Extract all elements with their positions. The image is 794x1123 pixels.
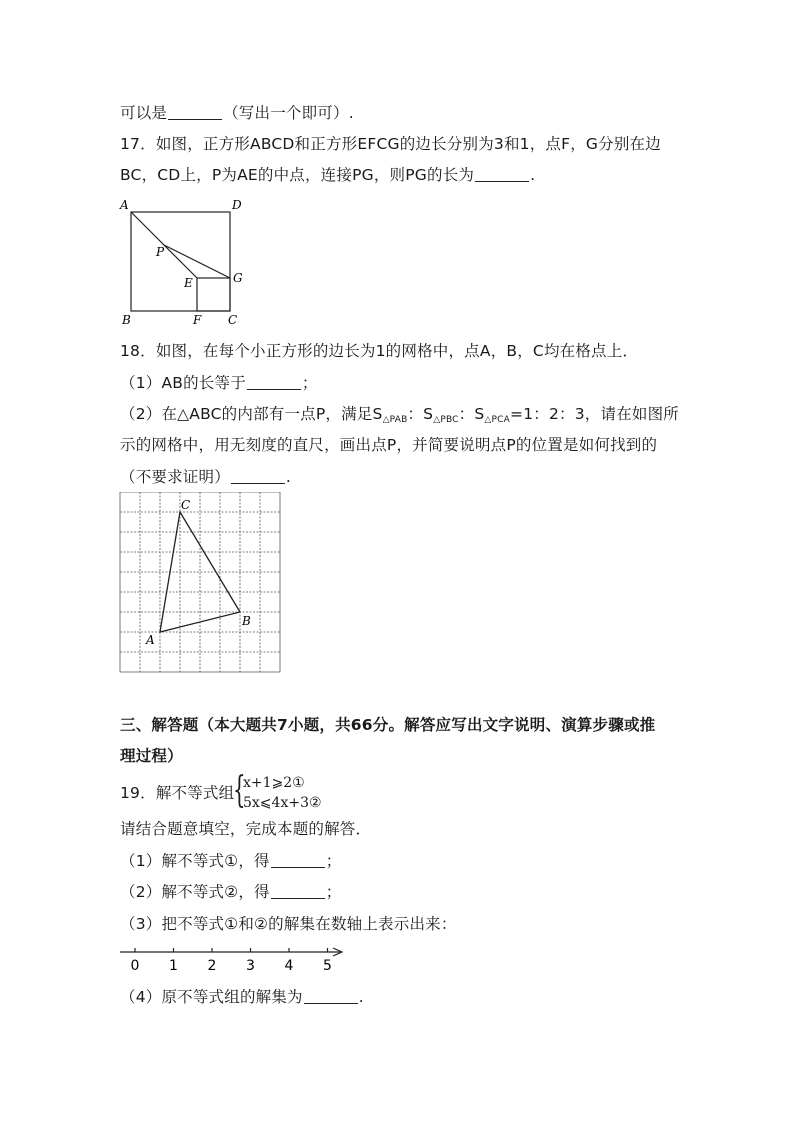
- q19-part4-blank[interactable]: [304, 988, 358, 1004]
- system-brace: {: [233, 770, 246, 811]
- q17-line2-text: BC，CD上，P为AE的中点，连接PG，则PG的长为: [120, 166, 475, 184]
- sub-pca: △PCA: [484, 415, 511, 425]
- q19-part4: [120, 986, 364, 1008]
- q19-part1-blank[interactable]: [271, 852, 325, 868]
- segment-pg: [164, 245, 230, 278]
- q18-part2-text: （2）在△ABC的内部有一点P，满足S: [120, 405, 383, 423]
- q16-answer-blank[interactable]: [168, 104, 222, 120]
- inequality-1: x+1⩾2①: [243, 775, 305, 791]
- q19-prefix: 19．解不等式组: [120, 784, 235, 802]
- q19-part2-post: ；: [325, 883, 342, 901]
- q18-part2-line3: [120, 466, 291, 488]
- label-g: G: [233, 271, 243, 285]
- q18-part1-blank[interactable]: [247, 374, 301, 390]
- inequality-2: 5x⩽4x+3②: [243, 795, 322, 811]
- q19-part2-text: （2）解不等式②，得: [120, 883, 270, 901]
- q18-part1: [120, 372, 318, 394]
- square-efcg: [197, 278, 230, 311]
- q18-part2-blank[interactable]: [231, 468, 285, 484]
- q19-part4-post: .: [358, 988, 364, 1006]
- grid-label-c: C: [181, 498, 191, 512]
- q17-line1: 17．如图，正方形ABCD和正方形EFCG的边长分别为3和1，点F，G分别在边: [120, 135, 661, 153]
- number-line-tick-label: 3: [246, 958, 255, 974]
- q18-part2-line3-text: （不要求证明）: [120, 468, 230, 486]
- q19-part1: [120, 850, 341, 872]
- label-b: B: [122, 313, 131, 327]
- q17-line2-end: .: [530, 166, 536, 184]
- q19-part2-blank[interactable]: [271, 883, 325, 899]
- number-line-tick-label: 4: [284, 958, 294, 974]
- sub-pbc: △PBC: [433, 415, 459, 425]
- label-e: E: [184, 276, 193, 290]
- number-line-tick-label: 5: [323, 958, 332, 974]
- q18-grid-figure: [119, 492, 281, 674]
- section3-heading-line1: 三、解答题（本大题共7小题，共66分。解答应写出文字说明、演算步骤或推: [120, 716, 656, 734]
- grid-label-b: B: [242, 614, 251, 628]
- sub-pab: △PAB: [382, 415, 408, 425]
- q16-after: （写出一个即可）.: [223, 104, 354, 122]
- q18-part1-post: ；: [301, 374, 318, 392]
- q17-answer-blank[interactable]: [475, 166, 529, 182]
- label-p: P: [156, 245, 165, 259]
- label-d: D: [232, 198, 242, 212]
- q18-part2-line3-post: .: [285, 468, 292, 486]
- section3-heading-line2: 理过程）: [120, 747, 183, 765]
- q19-part2: [120, 881, 341, 903]
- label-f: F: [193, 313, 202, 327]
- q18-part2-line2: 示的网格中，用无刻度的直尺，画出点P，并简要说明点P的位置是如何找到的: [120, 436, 658, 454]
- triangle-abc: [160, 512, 240, 632]
- q17-line2: [120, 164, 535, 186]
- q19-part1-post: ；: [325, 852, 342, 870]
- q18-part1-text: （1）AB的长等于: [120, 374, 246, 392]
- grid-lines: [120, 492, 280, 672]
- q19-instruction: 请结合题意填空，完成本题的解答．: [120, 820, 372, 838]
- number-line-tick-label: 2: [207, 958, 217, 974]
- q18-part2-post: =1：2：3，请在如图所: [510, 405, 679, 423]
- q19-part4-text: （4）原不等式组的解集为: [120, 988, 303, 1006]
- label-a: A: [120, 198, 129, 212]
- colon1: ：S: [407, 405, 434, 423]
- q17-figure: [110, 195, 260, 330]
- number-line-tick-label: 1: [169, 958, 178, 974]
- q19-part3: （3）把不等式①和②的解集在数轴上表示出来：: [120, 915, 457, 933]
- label-c: C: [228, 313, 238, 327]
- q18-line1: 18．如图，在每个小正方形的边长为1的网格中，点A，B，C均在格点上．: [120, 342, 639, 360]
- number-line: [118, 942, 348, 974]
- number-line-tick-label: 0: [130, 958, 140, 974]
- q19-part1-text: （1）解不等式①，得: [120, 852, 270, 870]
- q18-part2: [120, 403, 679, 431]
- q16-text: 可以是: [120, 104, 168, 122]
- grid-label-a: A: [146, 633, 155, 647]
- q16-tail-line: [120, 102, 354, 124]
- colon2: ：S: [458, 405, 485, 423]
